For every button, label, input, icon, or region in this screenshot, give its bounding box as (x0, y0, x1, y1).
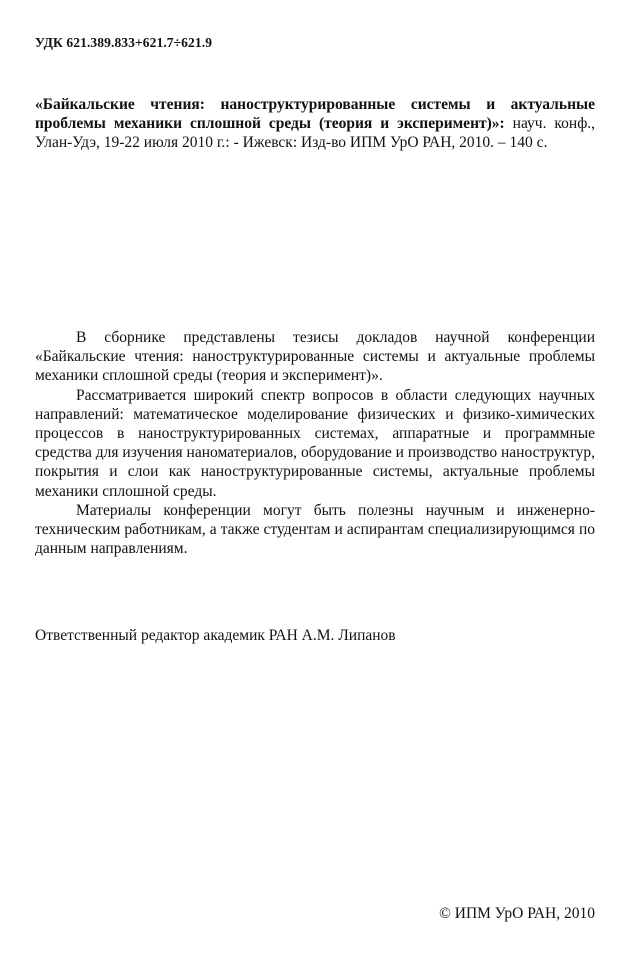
abstract-paragraph: Рассматривается широкий спектр вопросов в области следующих научных направлений: математическое моделирование физических и физико-химических процессов в наноструктурированных системах, аппаратные и программные средства для изучения наноматериалов, оборудование и производство наноструктур, покрытия и слои как наноструктурированные системы, актуальные проблемы механики сплошной среды. (35, 386, 595, 500)
book-title: «Байкальские чтения: наноструктурированные системы и актуальные проблемы механики сплошной среды (теория и эксперимент)»: (35, 96, 595, 132)
abstract (35, 328, 595, 558)
responsible-editor: Ответственный редактор академик РАН А.М. Липанов (35, 627, 396, 644)
copyright-notice: © ИПМ УрО РАН, 2010 (439, 905, 595, 922)
abstract-paragraph: Материалы конференции могут быть полезны научным и инженерно-техническим работникам, а также студентам и аспирантам специализирующимся по данным направлениям. (35, 501, 595, 558)
abstract-paragraph: В сборнике представлены тезисы докладов научной конференции «Байкальские чтения: наноструктурированные системы и актуальные проблемы механики сплошной среды (теория и эксперимент)». (35, 329, 595, 385)
udk-code: УДК 621.389.833+621.7÷621.9 (35, 35, 213, 50)
bibliographic-record (35, 95, 595, 152)
publication-details: науч. конф., Улан-Удэ, 19-22 июля 2010 г.: - Ижевск: Изд-во ИПМ УрО РАН, 2010. – 140 с. (35, 115, 595, 151)
